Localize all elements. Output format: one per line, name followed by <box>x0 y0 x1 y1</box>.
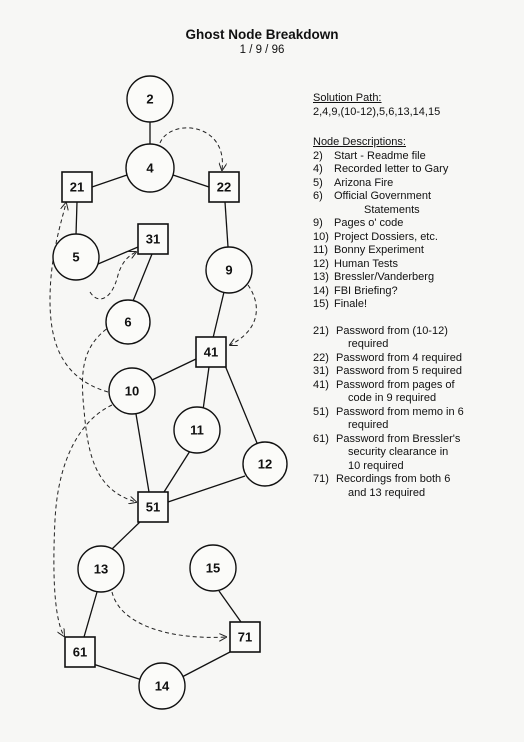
node-14-label: 14 <box>154 678 170 694</box>
list-item <box>313 258 523 272</box>
list-item-continuation <box>313 487 523 501</box>
node-21-label: 21 <box>69 179 85 195</box>
item-number: 51) <box>313 405 329 418</box>
list-item-continuation <box>313 419 523 433</box>
page-date: 1 / 9 / 96 <box>239 44 285 56</box>
dep-10-61 <box>54 405 112 636</box>
node-71-label: 71 <box>237 629 253 645</box>
list-item-continuation <box>313 446 523 460</box>
list-item <box>313 325 523 339</box>
item-text: Start - Readme file <box>334 149 426 162</box>
node-6-label: 6 <box>124 314 132 330</box>
list-item-continuation <box>313 460 523 474</box>
list-item <box>313 285 523 299</box>
item-number: 71) <box>313 473 329 485</box>
dep-9-41 <box>230 285 256 345</box>
list-item <box>313 406 523 420</box>
node-4-label: 4 <box>146 160 154 176</box>
solution-section <box>313 92 523 500</box>
item-number: 61) <box>313 432 329 445</box>
item-text: Finale! <box>334 298 368 310</box>
item-text: Arizona Fire <box>334 176 394 189</box>
dep-13-71 <box>112 592 226 637</box>
list-item-continuation <box>313 338 523 352</box>
list-item <box>313 231 523 245</box>
edge-5-31 <box>98 247 138 264</box>
edge-14-71 <box>182 652 230 677</box>
edge-51-13 <box>112 519 143 549</box>
descriptions-heading: Node Descriptions: <box>313 136 406 148</box>
edge-61-14 <box>93 664 142 680</box>
edge-41-10 <box>150 359 196 381</box>
page-title: Ghost Node Breakdown <box>185 27 339 42</box>
item-number: 14) <box>313 284 329 297</box>
list-item <box>313 163 523 177</box>
edge-22-9 <box>225 202 228 247</box>
list-item <box>313 271 523 285</box>
item-number: 2) <box>313 149 323 162</box>
edge-13-61 <box>84 592 97 637</box>
item-number: 13) <box>313 271 329 283</box>
list-item <box>313 244 523 258</box>
node-descriptions <box>313 136 523 312</box>
item-text: Password from Bressler's <box>336 432 461 445</box>
item-number: 21) <box>313 324 329 337</box>
solid-edges <box>76 122 257 680</box>
node-2-label: 2 <box>146 91 154 107</box>
edge-4-22 <box>173 175 209 187</box>
list-item <box>313 190 523 204</box>
solution-heading: Solution Path: <box>313 92 382 104</box>
item-number: 12) <box>313 257 329 270</box>
item-number: 10) <box>313 230 329 243</box>
item-number: 6) <box>313 190 323 202</box>
list-item-continuation <box>313 392 523 406</box>
node-12-label: 12 <box>257 456 273 472</box>
item-text-cont: Statements <box>364 203 420 216</box>
item-number: 4) <box>313 163 323 175</box>
edge-31-6 <box>133 254 152 301</box>
item-text: Password from (10-12) <box>336 324 448 337</box>
item-text: Pages o' code <box>334 217 404 229</box>
node-9-label: 9 <box>225 262 233 278</box>
node-41-label: 41 <box>203 344 219 360</box>
list-item <box>313 379 523 393</box>
item-text: Recorded letter to Gary <box>334 163 449 175</box>
node-22-label: 22 <box>216 179 232 195</box>
edge-41-12 <box>224 363 257 443</box>
node-61-label: 61 <box>72 644 88 660</box>
password-list <box>313 325 523 501</box>
edge-11-51 <box>164 451 190 492</box>
edge-10-51 <box>136 414 149 492</box>
list-item <box>313 150 523 164</box>
item-text: Password from pages of <box>336 378 455 391</box>
dep-10-21 <box>50 203 108 392</box>
item-text: Password from 5 required <box>336 365 462 377</box>
item-text: Recordings from both 6 <box>336 473 451 485</box>
item-number: 9) <box>313 217 323 229</box>
node-31-label: 31 <box>145 231 161 247</box>
item-number: 15) <box>313 298 329 310</box>
list-item-continuation <box>313 204 523 218</box>
item-number: 41) <box>313 378 329 391</box>
list-item <box>313 217 523 231</box>
node-13-label: 13 <box>93 561 109 577</box>
edge-4-21 <box>92 175 127 187</box>
solution-path: 2,4,9,(10-12),5,6,13,14,15 <box>313 105 441 118</box>
item-text-cont: and 13 required <box>348 486 426 499</box>
node-11-label: 11 <box>190 422 204 438</box>
item-text: Official Government <box>334 190 432 202</box>
list-item <box>313 473 523 487</box>
node-15-label: 15 <box>205 560 221 576</box>
item-text: FBI Briefing? <box>334 284 398 297</box>
item-text: Project Dossiers, etc. <box>334 230 438 243</box>
list-item <box>313 298 523 312</box>
list-item <box>313 365 523 379</box>
list-item <box>313 177 523 191</box>
edge-12-51 <box>168 476 245 502</box>
edge-9-41 <box>213 292 224 338</box>
node-10-label: 10 <box>124 383 140 399</box>
item-text: Human Tests <box>334 257 398 270</box>
list-item <box>313 352 523 366</box>
item-text: Password from memo in 6 <box>336 405 464 418</box>
edge-21-5 <box>76 202 77 235</box>
item-text-cont: required <box>348 338 389 350</box>
item-number: 5) <box>313 176 323 189</box>
node-5-label: 5 <box>72 249 80 265</box>
item-text-cont: 10 required <box>348 459 404 472</box>
item-text: Password from 4 required <box>336 351 462 364</box>
edge-15-71 <box>219 591 241 622</box>
item-text-cont: code in 9 required <box>348 392 437 404</box>
node-51-label: 51 <box>145 499 161 515</box>
item-number: 11) <box>313 244 329 256</box>
item-text: Bonny Experiment <box>334 244 424 256</box>
item-number: 22) <box>313 351 329 364</box>
list-item <box>313 433 523 447</box>
edge-41-11 <box>203 367 209 410</box>
item-text-cont: security clearance in <box>348 446 449 458</box>
item-number: 31) <box>313 365 329 377</box>
item-text: Bressler/Vanderberg <box>334 271 435 283</box>
item-text-cont: required <box>348 419 389 431</box>
